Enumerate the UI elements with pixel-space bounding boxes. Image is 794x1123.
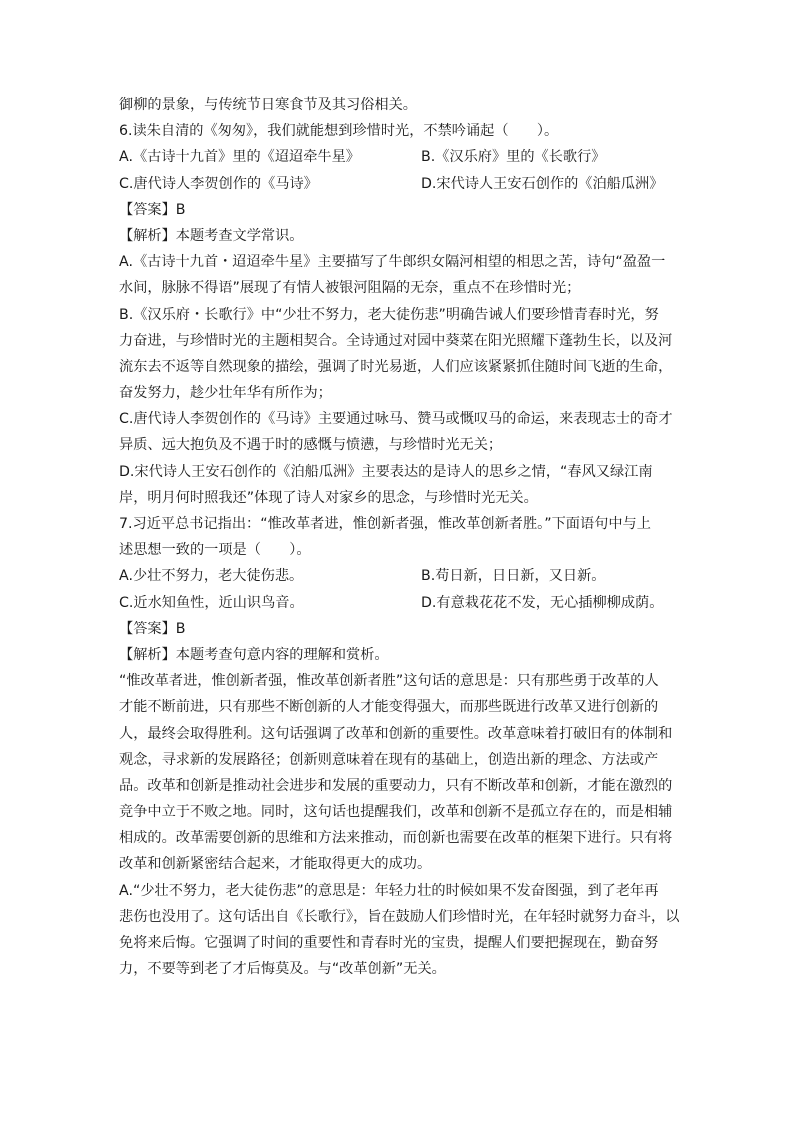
question-7-option-d: D.有意栽花花不发，无心插柳柳成荫。 [421, 594, 664, 611]
question-7-analysis-line: 品。改革和创新是推动社会进步和发展的重要动力，只有不断改革和创新，才能在激烈的 [119, 777, 673, 794]
question-7-analysis-line: 免将来后悔。它强调了时间的重要性和青春时光的宝贵，提醒人们要把握现在，勤奋努 [119, 935, 659, 951]
question-6-analysis-line: B.《汉乐府・长歌行》中“少壮不努力，老大徒伤悲”明确告诫人们要珍惜青春时光，努 [119, 306, 659, 323]
question-6-option-d: D.宋代诗人王安石创作的《泊船瓜洲》 [421, 175, 664, 192]
question-6-analysis-line: 奋发努力，趁少壮年华有所作为； [119, 385, 332, 402]
question-7-option-c: C.近水知鱼性，近山识鸟音。 [119, 594, 304, 611]
question-6-option-b: B.《汉乐府》里的《长歌行》 [421, 149, 606, 166]
question-6-analysis-line: 力奋进，与珍惜时光的主题相契合。全诗通过对园中葵菜在阳光照耀下蓬勃生长，以及河 [119, 332, 673, 349]
question-6-analysis-line: D.宋代诗人王安石创作的《泊船瓜洲》主要表达的是诗人的思乡之情，“春风又绿江南 [119, 463, 653, 480]
question-7-option-a: A.少壮不努力，老大徒伤悲。 [119, 568, 304, 585]
analysis-intro: 本题考查文学常识。 [175, 227, 304, 244]
question-6-options-row-2 [119, 171, 675, 197]
question-6-analysis-heading [119, 223, 675, 249]
question-6-answer [119, 197, 675, 223]
question-6-analysis-line: 流东去不返等自然现象的描绘，强调了时光易逝，人们应该紧紧抓住随时间飞逝的生命， [119, 358, 673, 375]
question-7-analysis-line: “惟改革者进，惟创新者强，惟改革创新者胜”这句话的意思是：只有那些勇于改革的人 [119, 673, 659, 690]
answer-label: 【答案】 [119, 620, 176, 637]
question-7-analysis-line: 力，不要等到老了才后悔莫及。与“改革创新”无关。 [119, 961, 446, 978]
question-6-analysis-line: A.《古诗十九首・迢迢牵牛星》主要描写了牛郎织女隔河相望的相思之苦，诗句“盈盈一 [119, 254, 666, 271]
question-7-analysis-line: 悲伤也没用了。这句话出自《长歌行》，旨在鼓励人们珍惜时光，在年轻时就努力奋斗，以 [119, 908, 680, 925]
question-7-options-row-1 [119, 563, 675, 589]
question-6-analysis-line: C.唐代诗人李贺创作的《马诗》主要通过咏马、赞马或慨叹马的命运，来表现志士的奇才 [119, 411, 673, 428]
answer-value: B [175, 620, 186, 637]
analysis-label: 【解析】 [119, 227, 176, 244]
question-6-stem: 6.读朱自清的《匆匆》，我们就能想到珍惜时光，不禁吟诵起（ ）。 [119, 123, 559, 140]
question-7-analysis-line: 才能不断前进，只有那些不断创新的人才能变得强大，而那些既进行改革又进行创新的 [119, 699, 659, 716]
question-6-option-a: A.《古诗十九首》里的《迢迢牵牛星》 [119, 149, 360, 166]
question-7-stem-line: 述思想一致的一项是（ ）。 [119, 542, 311, 559]
intro-tail-line: 御柳的景象，与传统节日寒食节及其习俗相关。 [119, 97, 417, 113]
question-6-analysis-line: 岸，明月何时照我还”体现了诗人对家乡的思念，与珍惜时光无关。 [119, 489, 538, 506]
analysis-intro: 本题考查句意内容的理解和赏析。 [175, 646, 389, 663]
question-7-option-b: B.苟日新，日日新，又日新。 [421, 568, 606, 585]
question-7-analysis-line: 竞争中立于不败之地。同时，这句话也提醒我们，改革和创新不是孤立存在的，而是相辅 [119, 804, 673, 821]
question-7-analysis-line: 观念，寻求新的发展路径；创新则意味着在现有的基础上，创造出新的理念、方法或产 [119, 751, 659, 768]
answer-label: 【答案】 [119, 201, 176, 218]
question-6-options-row-1 [119, 144, 675, 170]
question-6-analysis-line: 水间，脉脉不得语”展现了有情人被银河阻隔的无奈，重点不在珍惜时光； [119, 280, 581, 297]
question-7-answer [119, 616, 675, 642]
question-6-option-c: C.唐代诗人李贺创作的《马诗》 [119, 175, 318, 192]
question-7-analysis-line: 相成的。改革需要创新的思维和方法来推动，而创新也需要在改革的框架下进行。只有将 [119, 830, 673, 847]
question-7-options-row-2 [119, 590, 675, 616]
question-7-analysis-line: A.“少壮不努力，老大徒伤悲”的意思是：年轻力壮的时候如果不发奋图强，到了老年再 [119, 882, 659, 899]
question-7-stem-line: 7.习近平总书记指出：“惟改革者进，惟创新者强，惟改革创新者胜。”下面语句中与上 [119, 516, 651, 532]
analysis-label: 【解析】 [119, 646, 176, 663]
question-6-analysis-line: 异质、远大抱负及不遇于时的感慨与愤懑，与珍惜时光无关； [119, 437, 503, 454]
question-7-analysis-line: 人，最终会取得胜利。这句话强调了改革和创新的重要性。改革意味着打破旧有的体制和 [119, 725, 673, 742]
document-page [119, 92, 680, 982]
question-7-analysis-heading [119, 642, 675, 668]
answer-value: B [175, 201, 186, 218]
question-7-analysis-line: 改革和创新紧密结合起来，才能取得更大的成功。 [119, 856, 432, 873]
